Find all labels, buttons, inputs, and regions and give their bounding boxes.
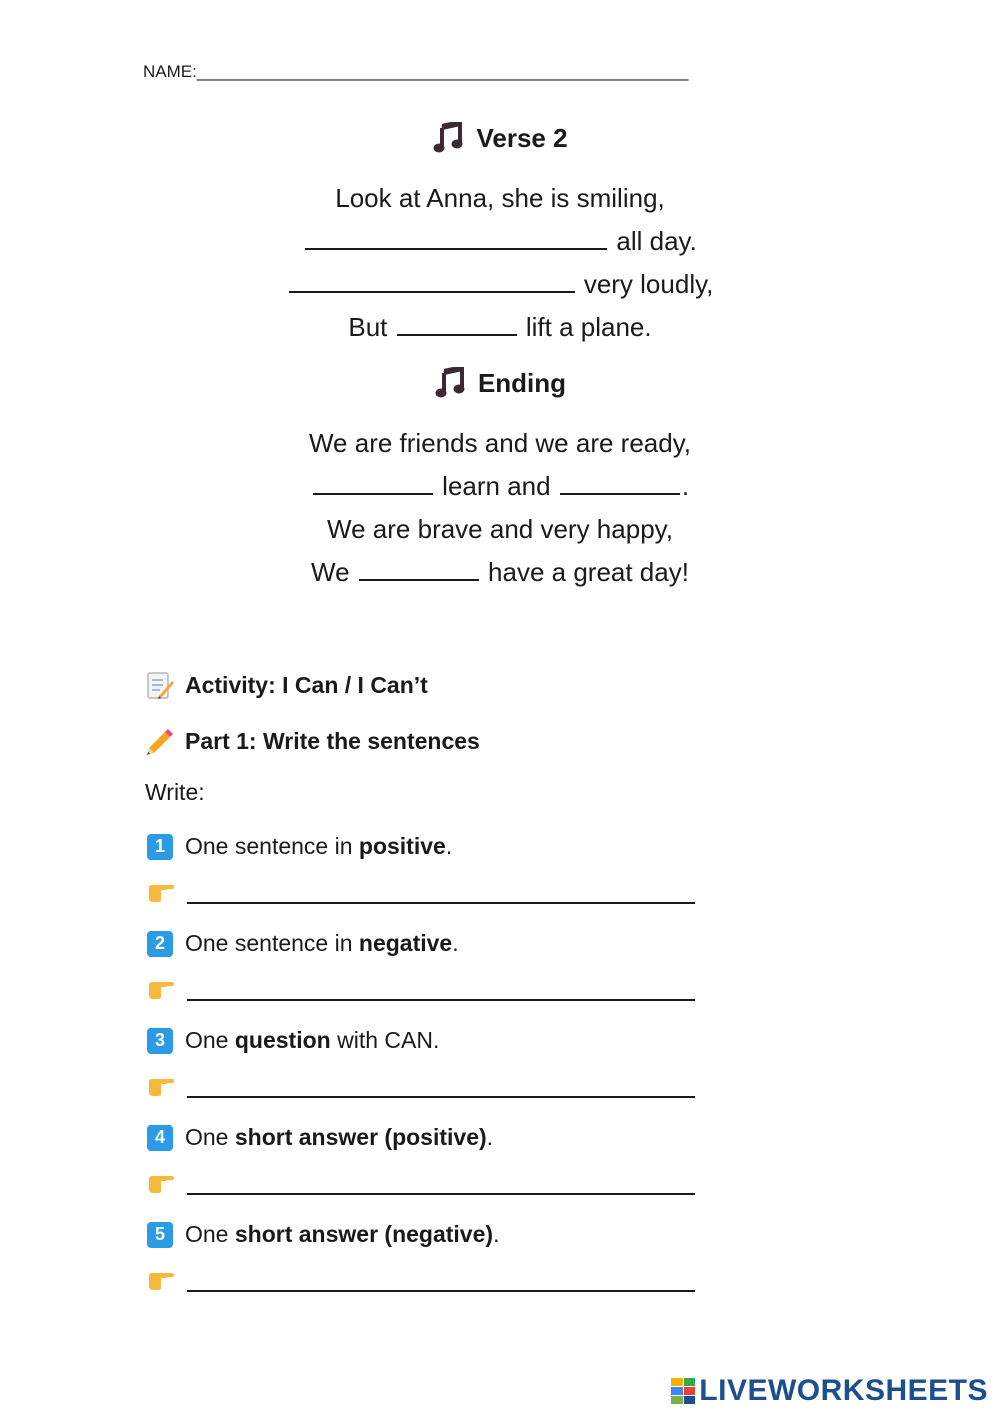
blank-field[interactable] [313,465,433,495]
blank-field[interactable] [560,465,680,495]
pointing-hand-icon [147,1070,175,1098]
verse2-line-2: all day. [0,220,1000,263]
number-3-icon: 3 [147,1028,173,1054]
music-note-icon [432,122,464,154]
part1-title: Part 1: Write the sentences [185,727,480,754]
blank-field[interactable] [397,306,517,336]
answer-row-1 [147,876,695,904]
answer-input-5[interactable] [187,1266,695,1292]
verse2-heading [0,122,1000,154]
ending-line-3: We are brave and very happy, [327,514,673,544]
ending-title: Ending [477,367,567,398]
answer-input-4[interactable] [187,1169,695,1195]
ending-heading [0,367,1000,399]
ending-line-2: learn and . [0,465,1000,508]
answer-row-3 [147,1070,695,1098]
number-2-icon: 2 [147,931,173,957]
activity-title: Activity: I Can / I Can’t [185,671,428,698]
music-note-icon [434,367,466,399]
pointing-hand-icon [147,1167,175,1195]
verse2-line-1: Look at Anna, she is smiling, [335,183,665,213]
write-label: Write: [145,779,205,805]
activity-heading [145,670,428,700]
answer-input-3[interactable] [187,1072,695,1098]
blank-field[interactable] [359,551,479,581]
verse2-line-3: very loudly, [0,263,1000,306]
task-item-4 [147,1124,493,1151]
verse2-title: Verse 2 [476,122,568,153]
part1-heading [145,726,480,756]
answer-row-2 [147,973,695,1001]
blank-field[interactable] [289,263,575,293]
task-item-2 [147,930,459,957]
task-text: One short answer (negative). [185,1221,500,1247]
logo-grid-icon [671,1378,695,1404]
ending-line-1: We are friends and we are ready, [308,428,691,458]
task-item-1 [147,833,452,860]
answer-input-2[interactable] [187,975,695,1001]
pointing-hand-icon [147,876,175,904]
task-text: One question with CAN. [185,1027,440,1053]
task-text: One sentence in negative. [185,930,459,956]
answer-input-1[interactable] [187,878,695,904]
name-field-label: NAME:____________________________________________________ [143,62,689,81]
verse2-line-4: But lift a plane. [0,306,1000,349]
pencil-icon [145,726,175,756]
blank-field[interactable] [305,220,607,250]
task-text: One sentence in positive. [185,833,453,859]
task-item-3 [147,1027,439,1054]
answer-row-4 [147,1167,695,1195]
number-1-icon: 1 [147,834,173,860]
pointing-hand-icon [147,973,175,1001]
liveworksheets-logo [671,1374,988,1408]
number-5-icon: 5 [147,1222,173,1248]
memo-icon [145,670,175,700]
task-text: One short answer (positive). [185,1124,494,1150]
brand-text: LIVEWORKSHEETS [699,1374,988,1407]
task-item-5 [147,1221,499,1248]
number-4-icon: 4 [147,1125,173,1151]
ending-line-4: We have a great day! [0,551,1000,594]
answer-row-5 [147,1264,695,1292]
pointing-hand-icon [147,1264,175,1292]
